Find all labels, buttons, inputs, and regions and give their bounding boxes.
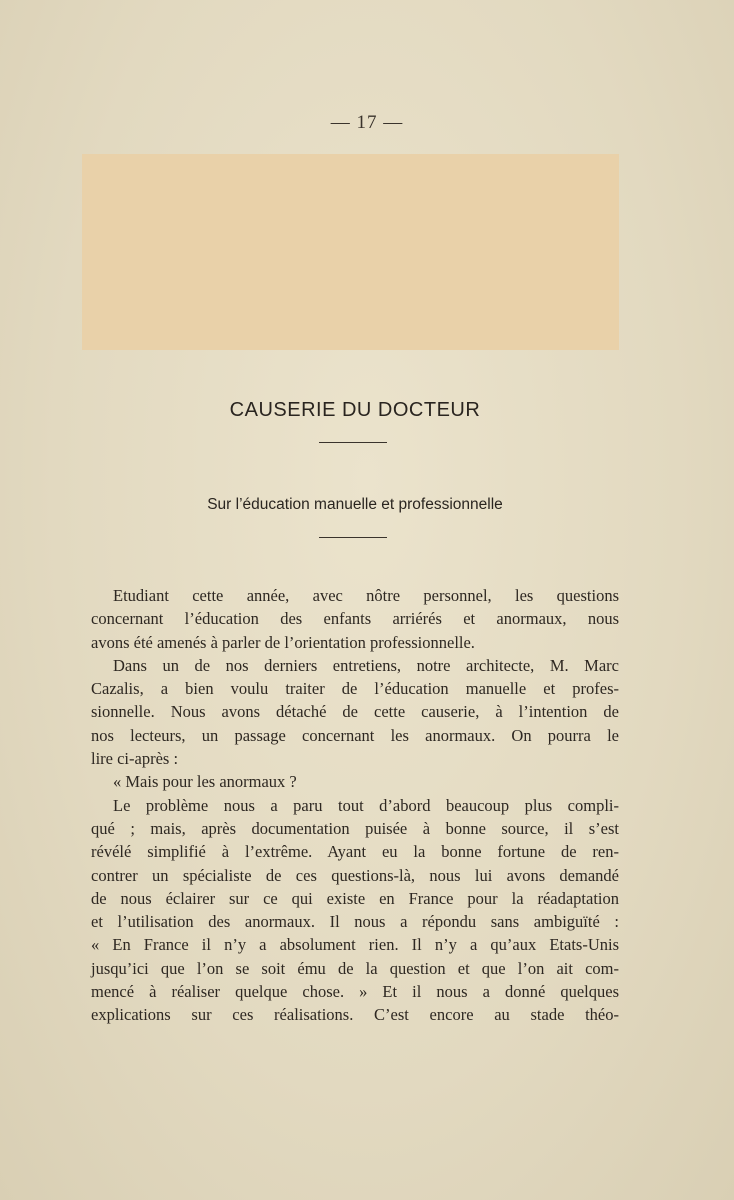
text-line: qué ; mais, après documentation puisée à bonne source, il s’est [91, 818, 619, 838]
article-body [91, 584, 619, 1027]
text-line: mencé à réaliser quelque chose. » Et il nous a donné quelques [91, 982, 619, 1002]
text-line: Etudiant cette année, avec nôtre personnel, les questions [113, 586, 619, 605]
text-line: lire ci-après : [91, 749, 179, 769]
text-line: contrer un spécialiste de ces questions-là, nous lui avons demandé [91, 865, 619, 885]
text-line: et l’utilisation des anormaux. Il nous a répondu sans ambiguïté : [91, 912, 619, 932]
subtitle-divider [319, 537, 387, 538]
text-line: concernant l’éducation des enfants arriérés et anormaux, nous [91, 609, 619, 629]
text-line: sionnelle. Nous avons détaché de cette causerie, à l’intention de [91, 702, 619, 722]
text-line: « En France il n’y a absolument rien. Il n’y a qu’aux Etats-Unis [91, 935, 619, 955]
text-line: Cazalis, a bien voulu traiter de l’éducation manuelle et profes- [91, 679, 619, 699]
text-line: jusqu’ici que l’on se soit ému de la question et que l’on ait com- [91, 958, 619, 978]
text-line: « Mais pour les anormaux ? [113, 772, 297, 792]
text-line: de nous éclairer sur ce qui existe en France pour la réadaptation [91, 888, 619, 908]
page-number: — 17 — [330, 112, 404, 133]
text-line: avons été amenés à parler de l’orientation professionnelle. [91, 632, 475, 652]
redacted-block [82, 154, 619, 350]
text-line: nos lecteurs, un passage concernant les anormaux. On pourra le [91, 725, 619, 745]
text-line: Le problème nous a paru tout d’abord beaucoup plus compli- [113, 795, 619, 815]
article-title: CAUSERIE DU DOCTEUR [229, 399, 481, 421]
text-line: révélé simplifié à l’extrême. Ayant eu la bonne fortune de ren- [91, 842, 619, 862]
title-divider [319, 442, 387, 443]
text-line: Dans un de nos derniers entretiens, notre architecte, M. Marc [113, 655, 619, 675]
text-line: explications sur ces réalisations. C’est encore au stade théo- [91, 1005, 619, 1025]
article-subtitle: Sur l’éducation manuelle et professionnelle [207, 496, 503, 513]
